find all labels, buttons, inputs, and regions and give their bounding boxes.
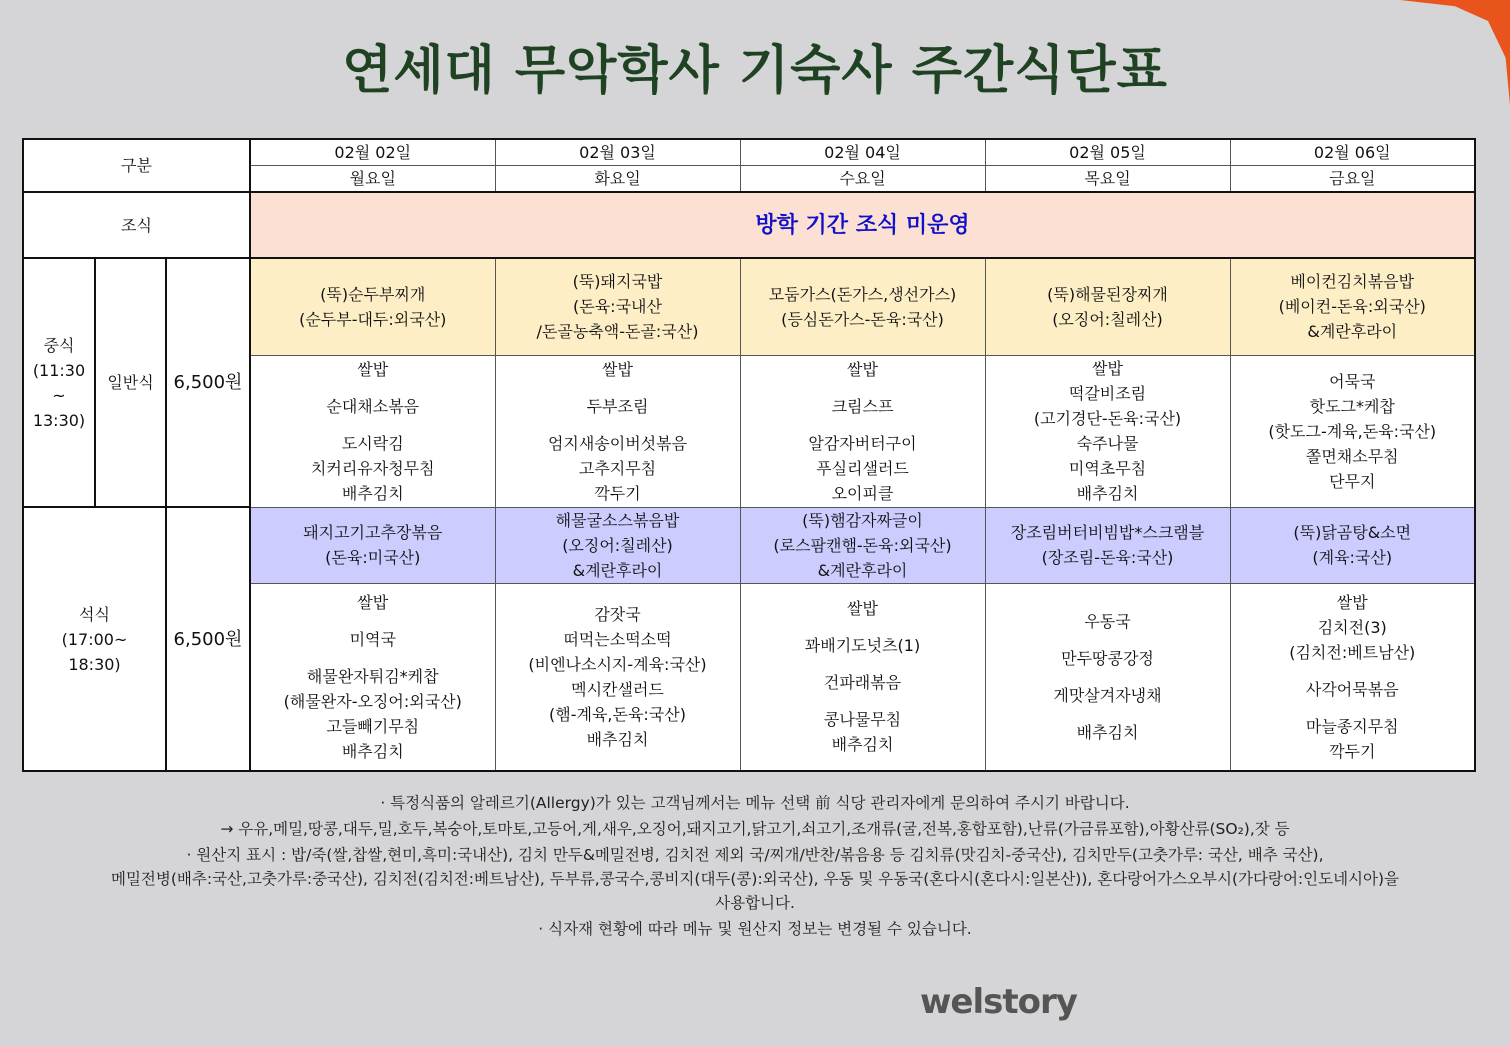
menu-item-line: 배추김치: [341, 483, 404, 503]
date-tue: 02월 03일: [495, 139, 740, 166]
dinner-main-row: [23, 507, 1475, 583]
menu-item-line: 콩나물무침: [823, 710, 902, 730]
menu-item-line: 쌀밥: [1336, 592, 1368, 612]
lunch-main-wed: [740, 258, 985, 355]
date-wed: 02월 04일: [740, 139, 985, 166]
menu-item-line: 돼지고기고추장볶음: [303, 523, 443, 542]
page-title: 연세대 무악학사 기숙사 주간식단표: [342, 41, 1168, 101]
note-origin-2: 메밀전병(배추:국산,고춧가루:중국산), 김치전(김치전:베트남산), 두부류,콩국수,콩비지(대두(콩):외국산), 우동 및 우동국(혼다시(혼다시:일본산)), 혼다랑어가스오부시(가다랑어:인도네시아)을: [110, 870, 1400, 888]
note-change: · 식자재 현황에 따라 메뉴 및 원산지 정보는 변경될 수 있습니다.: [538, 920, 972, 938]
menu-item-line: 쌀밥: [602, 359, 633, 379]
menu-item-line: (오징어:칠레산): [1052, 309, 1163, 329]
menu-item-line: (뚝)닭곰탕&소면: [1293, 523, 1412, 542]
menu-item-line: 쌀밥: [847, 359, 878, 379]
dinner-main-thu: [985, 507, 1230, 583]
note-allergen-list: → 우유,메밀,땅콩,대두,밀,호두,복숭아,토마토,고등어,게,새우,오징어,돼지고기,닭고기,쇠고기,조개류(굴,전복,홍합포함),난류(가금류포함),아황산류(SO₂),잣 등: [220, 820, 1290, 838]
menu-item-line: 만두땅콩강정: [1061, 648, 1154, 668]
menu-line-spacer: [745, 382, 981, 394]
weekday-mon: 월요일: [250, 166, 495, 193]
menu-line-spacer: [255, 652, 491, 664]
dinner-price: 6,500원: [166, 507, 250, 771]
menu-line-spacer: [255, 419, 491, 431]
menu-item-line: 고추지무침: [578, 458, 657, 478]
lunch-main-tue: [495, 258, 740, 355]
date-mon: 02월 02일: [250, 139, 495, 166]
dinner-main-tue: [495, 507, 740, 583]
menu-item-line: (김치전:베트남산): [1289, 642, 1416, 662]
menu-item-line: 쫄면채소무침: [1305, 446, 1399, 466]
menu-item-line: (등심돈가스-돈육:국산): [781, 309, 944, 329]
lunch-type: 일반식: [95, 258, 166, 507]
breakfast-label: 조식: [23, 192, 250, 258]
menu-item-line: 우동국: [1084, 611, 1131, 631]
dinner-main-fri: [1230, 507, 1475, 583]
dinner-sides-mon: [250, 583, 495, 771]
menu-item-line: (오징어:칠레산): [562, 535, 673, 555]
menu-item-line: 쌀밥: [357, 592, 389, 612]
menu-item-line: 숙주나물: [1076, 434, 1139, 453]
menu-item-line: 배추김치: [1076, 722, 1139, 742]
menu-item-line: 김치전(3): [1317, 617, 1387, 637]
menu-item-line: (뚝)해물된장찌개: [1047, 284, 1168, 304]
menu-item-line: 건파래볶음: [823, 673, 902, 693]
lunch-sides-fri: [1230, 355, 1475, 507]
menu-item-line: 핫도그*케찹: [1309, 396, 1395, 416]
weekday-tue: 화요일: [495, 166, 740, 193]
menu-item-line: (뚝)돼지국밥: [572, 272, 663, 292]
menu-item-line: 깍두기: [594, 483, 641, 503]
menu-line-spacer: [745, 419, 981, 431]
welstory-logo: welstory: [920, 982, 1077, 1022]
menu-item-line: 사각어묵볶음: [1305, 679, 1399, 699]
lunch-main-mon: [250, 258, 495, 355]
lunch-sides-wed: [740, 355, 985, 507]
menu-line-spacer: [255, 382, 491, 394]
menu-item-line: 배추김치: [586, 729, 649, 749]
menu-item-line: (돈육:미국산): [325, 548, 421, 567]
menu-item-line: 미역국: [349, 629, 396, 649]
menu-item-line: 알감자버터구이: [808, 433, 917, 453]
dinner-sides-fri: [1230, 583, 1475, 771]
menu-item-line: (로스팜캔햄-돈육:외국산): [773, 535, 952, 555]
dinner-sides-tue: [495, 583, 740, 771]
menu-item-line: 미역초무침: [1068, 459, 1147, 478]
menu-item-line: 장조림버터비빔밥*스크램블: [1010, 523, 1205, 542]
weekday-thu: 목요일: [985, 166, 1230, 193]
menu-item-line: (비엔나소시지-계육:국산): [528, 654, 707, 674]
note-origin-3: 사용합니다.: [715, 894, 795, 912]
menu-item-line: 푸실리샐러드: [816, 458, 909, 478]
menu-item-line: (계육:국산): [1312, 548, 1393, 567]
menu-item-line: 배추김치: [831, 735, 894, 755]
lunch-sides-tue: [495, 355, 740, 507]
lunch-price: 6,500원: [166, 258, 250, 507]
menu-item-line: 두부조림: [586, 396, 649, 416]
menu-item-line: 떠먹는소떡소떡: [563, 629, 672, 649]
lunch-time-end: 13:30): [32, 410, 86, 430]
menu-line-spacer: [255, 615, 491, 627]
menu-line-spacer: [990, 634, 1226, 646]
dinner-main-wed: [740, 507, 985, 583]
menu-item-line: (핫도그-계육,돈육:국산): [1268, 421, 1437, 441]
menu-item-line: 해물굴소스볶음밥: [555, 510, 680, 530]
menu-line-spacer: [500, 382, 736, 394]
lunch-main-thu: [985, 258, 1230, 355]
menu-item-line: 베이컨김치볶음밥: [1290, 272, 1415, 292]
weekday-fri: 금요일: [1230, 166, 1475, 193]
menu-item-line: &계란후라이: [817, 560, 908, 580]
breakfast-row: [23, 192, 1475, 258]
menu-item-line: 엄지새송이버섯볶음: [547, 433, 688, 453]
lunch-sides-thu: [985, 355, 1230, 507]
menu-item-line: 어묵국: [1329, 371, 1376, 391]
lunch-sides-mon: [250, 355, 495, 507]
dinner-sides-wed: [740, 583, 985, 771]
menu-item-line: (베이컨-돈육:외국산): [1278, 297, 1426, 317]
menu-item-line: 쌀밥: [1092, 359, 1123, 378]
menu-item-line: (장조림-돈육:국산): [1041, 548, 1174, 567]
menu-line-spacer: [1235, 665, 1471, 677]
menu-item-line: 해물완자튀김*케찹: [306, 666, 439, 686]
menu-item-line: 쌀밥: [847, 599, 878, 619]
menu-line-spacer: [745, 695, 981, 707]
lunch-label: 중식: [43, 335, 75, 355]
header-label: 구분: [23, 139, 250, 192]
menu-item-line: (순두부-대두:외국산): [299, 309, 447, 329]
lunch-main-row: [23, 258, 1475, 355]
menu-line-spacer: [990, 708, 1226, 720]
menu-line-spacer: [745, 621, 981, 633]
menu-item-line: 쌀밥: [357, 359, 389, 379]
dinner-label: 석식: [79, 604, 110, 624]
menu-line-spacer: [745, 658, 981, 670]
menu-item-line: 크림스프: [831, 396, 894, 416]
menu-line-spacer: [990, 671, 1226, 683]
menu-item-line: 감잣국: [594, 604, 641, 624]
menu-item-line: 떡갈비조림: [1068, 384, 1147, 403]
menu-item-line: 단무지: [1329, 471, 1376, 491]
menu-item-line: 오이피클: [831, 483, 894, 503]
allergy-origin-notes: [40, 790, 1470, 942]
menu-item-line: 꽈배기도넛츠(1): [804, 636, 921, 656]
menu-item-line: (뚝)햄감자짜글이: [802, 510, 923, 530]
lunch-time-sep: ~: [52, 385, 66, 405]
menu-item-line: 마늘종지무침: [1305, 716, 1399, 736]
header-row-dates: [23, 139, 1475, 166]
menu-item-line: &계란후라이: [1307, 322, 1398, 342]
menu-item-line: /돈골농축액-돈골:국산): [536, 322, 699, 342]
menu-item-line: (햄-계육,돈육:국산): [549, 704, 686, 724]
dinner-sides-thu: [985, 583, 1230, 771]
menu-item-line: 멕시칸샐러드: [571, 679, 664, 699]
date-fri: 02월 06일: [1230, 139, 1475, 166]
menu-item-line: 고들빼기무침: [326, 716, 420, 736]
menu-item-line: 치커리유자청무침: [310, 458, 435, 478]
dinner-time-end: 18:30): [68, 654, 121, 674]
menu-item-line: (뚝)순두부찌개: [320, 284, 426, 304]
dinner-time-start: (17:00~: [61, 629, 128, 649]
dinner-main-mon: [250, 507, 495, 583]
dinner-label-cell: [23, 507, 166, 771]
breakfast-notice: 방학 기간 조식 미운영: [250, 192, 1475, 258]
weekly-menu-table: [22, 138, 1476, 772]
lunch-main-fri: [1230, 258, 1475, 355]
menu-item-line: 모둠가스(돈가스,생선가스): [768, 284, 957, 304]
lunch-time-start: (11:30: [32, 360, 86, 380]
date-thu: 02월 05일: [985, 139, 1230, 166]
menu-item-line: (해물완자-오징어:외국산): [283, 691, 462, 711]
menu-item-line: 깍두기: [1329, 741, 1376, 761]
note-origin-1: · 원산지 표시 : 밥/죽(쌀,찹쌀,현미,흑미:국내산), 김치 만두&메밀전병, 김치전 제외 국/찌개/반찬/볶음용 등 김치류(맛김치-중국산), 김치만두(고춧가루: 국산, 배추 국산),: [186, 846, 1324, 864]
note-allergy: · 특정식품의 알레르기(Allergy)가 있는 고객님께서는 메뉴 선택 前 식당 관리자에게 문의하여 주시기 바랍니다.: [380, 794, 1130, 812]
menu-line-spacer: [500, 419, 736, 431]
menu-item-line: 게맛살겨자냉채: [1053, 685, 1162, 705]
weekday-wed: 수요일: [740, 166, 985, 193]
menu-item-line: (고기경단-돈육:국산): [1033, 409, 1182, 428]
menu-line-spacer: [1235, 702, 1471, 714]
lunch-label-cell: [23, 258, 95, 507]
menu-item-line: 배추김치: [341, 741, 404, 761]
menu-item-line: &계란후라이: [572, 560, 663, 580]
menu-item-line: 배추김치: [1076, 484, 1139, 503]
menu-item-line: 도시락김: [341, 433, 404, 453]
menu-item-line: (돈육:국내산: [573, 297, 662, 317]
menu-item-line: 순대채소볶음: [326, 396, 420, 416]
